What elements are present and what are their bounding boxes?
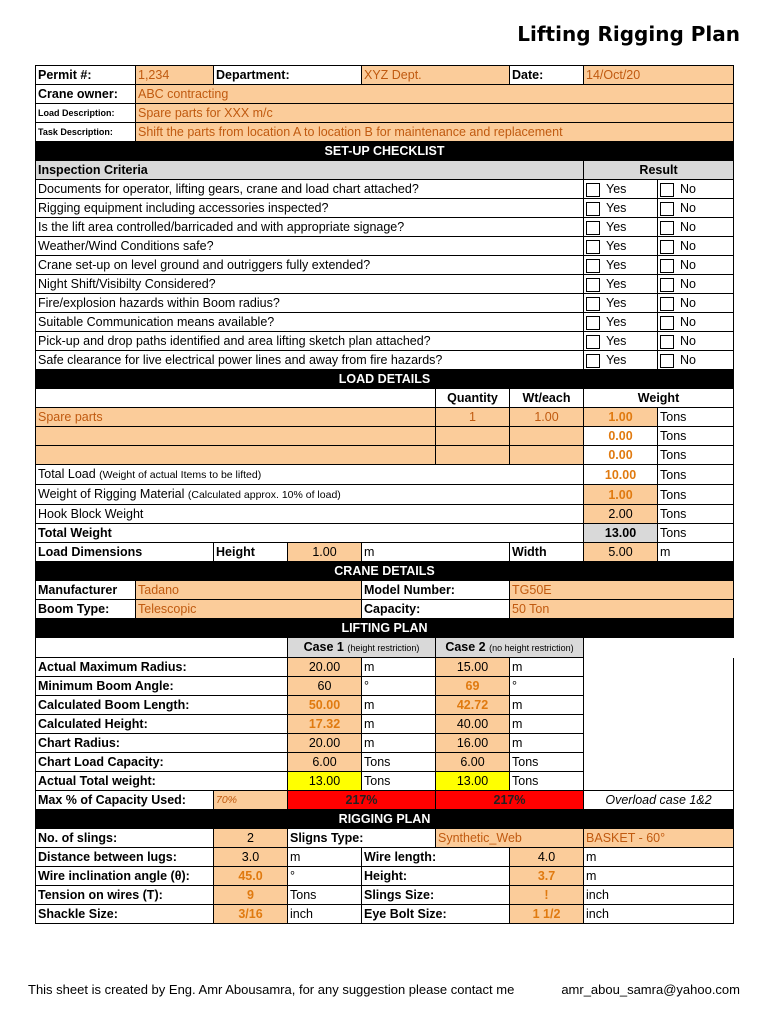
lifting-row [36,753,734,772]
case2-unit: ° [510,677,584,696]
no-label: No [680,201,696,215]
case2-unit: m [510,715,584,734]
height-unit: m [362,543,510,562]
lifting-param-label: Actual Total weight: [36,772,288,791]
no-checkbox[interactable] [660,221,674,235]
lifting-row [36,696,734,715]
no-checkbox[interactable] [660,183,674,197]
width-label: Width [510,543,584,562]
load-item-weight: 0.00 [584,446,658,465]
eye-bolt-value: 1 1/2 [510,905,584,924]
no-checkbox[interactable] [660,240,674,254]
total-weight-value: 13.00 [584,524,658,543]
rigging-plan-header: RIGGING PLAN [36,810,734,829]
checklist-criterion: Crane set-up on level ground and outriggers fully extended? [36,256,584,275]
width-unit: m [658,543,734,562]
case2-unit: m [510,696,584,715]
wire-angle-value: 45.0 [214,867,288,886]
boom-type-label: Boom Type: [36,600,136,619]
no-label: No [680,239,696,253]
case2-unit: m [510,734,584,753]
task-desc-field[interactable]: Shift the parts from location A to location B for maintenance and replacement [136,123,734,142]
max-capacity-label: Max % of Capacity Used: [36,791,214,810]
slings-count-field[interactable]: 2 [214,829,288,848]
rigging-weight-unit: Tons [658,485,734,505]
max-capacity-ref[interactable]: 70% [214,791,288,810]
case1-unit: m [362,658,436,677]
case2-unit: Tons [510,753,584,772]
yes-checkbox[interactable] [586,183,600,197]
yes-checkbox[interactable] [586,221,600,235]
load-item-qty[interactable] [436,427,510,446]
manufacturer-row [36,581,734,600]
total-load-value: 10.00 [584,465,658,485]
eye-bolt-label: Eye Bolt Size: [362,905,510,924]
yes-label: Yes [606,220,627,234]
load-row [36,408,734,427]
case2-value[interactable]: 40.00 [436,715,510,734]
load-item-weight: 1.00 [584,408,658,427]
case2-value[interactable]: 42.72 [436,696,510,715]
yes-label: Yes [606,334,627,348]
case1-value[interactable]: 13.00 [288,772,362,791]
load-desc-field[interactable]: Spare parts for XXX m/c [136,104,734,123]
case1-unit: m [362,696,436,715]
task-desc-label: Task Description: [36,123,136,142]
eye-bolt-unit: inch [584,905,734,924]
yes-checkbox[interactable] [586,297,600,311]
load-item-unit: Tons [658,446,734,465]
yes-label: Yes [606,277,627,291]
yes-label: Yes [606,296,627,310]
no-label: No [680,334,696,348]
rigging-plan-table [35,65,734,924]
no-label: No [680,353,696,367]
no-checkbox[interactable] [660,278,674,292]
lugs-row [36,848,734,867]
no-checkbox[interactable] [660,316,674,330]
case1-value[interactable]: 60 [288,677,362,696]
load-item-qty[interactable]: 1 [436,408,510,427]
yes-label: Yes [606,182,627,196]
load-desc-row [36,104,734,123]
case2-value[interactable]: 16.00 [436,734,510,753]
rigging-weight-row [36,485,734,505]
lifting-param-label: Actual Maximum Radius: [36,658,288,677]
lifting-row [36,734,734,753]
yes-checkbox[interactable] [586,335,600,349]
sling-type-label: Sligns Type: [288,829,436,848]
case2-value[interactable]: 6.00 [436,753,510,772]
wire-angle-label: Wire inclination angle (θ): [36,867,214,886]
height-field[interactable]: 1.00 [288,543,362,562]
sling-size-unit: inch [584,886,734,905]
capacity-field[interactable]: 50 Ton [510,600,734,619]
checklist-criterion: Weather/Wind Conditions safe? [36,237,584,256]
checklist-row [36,275,734,294]
checklist-criterion: Rigging equipment including accessories inspected? [36,199,584,218]
case1-label: Case 1 [303,640,344,654]
case2-note: (no height restriction) [489,643,574,653]
total-weight-row [36,524,734,543]
case1-value[interactable]: 50.00 [288,696,362,715]
footer-credit: This sheet is created by Eng. Amr Abousamra, for any suggestion please contact me [28,982,515,997]
shackle-size-label: Shackle Size: [36,905,214,924]
load-item-unit: Tons [658,408,734,427]
lifting-plan-rows [36,658,734,791]
lifting-param-label: Chart Radius: [36,734,288,753]
yes-checkbox[interactable] [586,202,600,216]
load-row [36,427,734,446]
date-field[interactable]: 14/Oct/20 [584,66,734,85]
rigging-weight-label: Weight of Rigging Material [38,487,185,501]
load-desc-label: Load Description: [36,104,136,123]
wt-each-header: Wt/each [510,389,584,408]
checklist-criterion: Pick-up and drop paths identified and area lifting sketch plan attached? [36,332,584,351]
no-checkbox[interactable] [660,297,674,311]
quantity-header: Quantity [436,389,510,408]
lifting-row [36,677,734,696]
total-load-row [36,465,734,485]
total-load-label: Total Load [38,467,96,481]
yes-label: Yes [606,201,627,215]
total-weight-unit: Tons [658,524,734,543]
checklist-row [36,237,734,256]
case2-value[interactable]: 69 [436,677,510,696]
case2-unit: m [510,658,584,677]
load-item-wt[interactable]: 1.00 [510,408,584,427]
hook-block-value[interactable]: 2.00 [584,505,658,524]
task-desc-row [36,123,734,142]
case1-unit: Tons [362,753,436,772]
permit-label: Permit #: [36,66,136,85]
load-item-name[interactable] [36,446,436,465]
checklist-row [36,256,734,275]
case1-unit: m [362,734,436,753]
lifting-param-label: Chart Load Capacity: [36,753,288,772]
result-header: Result [584,161,734,180]
manufacturer-label: Manufacturer [36,581,136,600]
yes-label: Yes [606,315,627,329]
no-label: No [680,258,696,272]
wire-length-label: Wire length: [362,848,510,867]
capacity-label: Capacity: [362,600,510,619]
date-label: Date: [510,66,584,85]
case1-value[interactable]: 6.00 [288,753,362,772]
load-item-unit: Tons [658,427,734,446]
checklist-criterion: Is the lift area controlled/barricaded and with appropriate signage? [36,218,584,237]
tension-row [36,886,734,905]
lifting-param-label: Calculated Height: [36,715,288,734]
lifting-row [36,658,734,677]
rigging-height-unit: m [584,867,734,886]
sling-type-field[interactable]: Synthetic_Web [436,829,584,848]
tension-value: 9 [214,886,288,905]
case1-value[interactable]: 20.00 [288,734,362,753]
no-checkbox[interactable] [660,259,674,273]
total-weight-label: Total Weight [36,524,584,543]
case2-value[interactable]: 15.00 [436,658,510,677]
shackle-size-value: 3/16 [214,905,288,924]
load-item-name[interactable] [36,427,436,446]
rigging-weight-note: (Calculated approx. 10% of load) [187,489,341,501]
load-dimensions-label: Load Dimensions [36,543,214,562]
wire-angle-unit: ° [288,867,362,886]
no-label: No [680,220,696,234]
checklist-row [36,294,734,313]
permit-row [36,66,734,85]
case2-capacity-used: 217% [436,791,584,810]
lifting-row [36,715,734,734]
yes-label: Yes [606,353,627,367]
yes-label: Yes [606,239,627,253]
slings-row [36,829,734,848]
rigging-height-label: Height: [362,867,510,886]
rigging-weight-value[interactable]: 1.00 [584,485,658,505]
no-label: No [680,296,696,310]
weight-header: Weight [584,389,734,408]
case2-unit: Tons [510,772,584,791]
crane-owner-field[interactable]: ABC contracting [136,85,734,104]
case1-unit: ° [362,677,436,696]
case1-value[interactable]: 20.00 [288,658,362,677]
case1-note: (height restriction) [347,643,420,653]
wire-length-unit: m [584,848,734,867]
department-field[interactable]: XYZ Dept. [362,66,510,85]
checklist-criterion: Documents for operator, lifting gears, crane and load chart attached? [36,180,584,199]
sling-mode-field[interactable]: BASKET - 60° [584,829,734,848]
hook-block-unit: Tons [658,505,734,524]
load-header-row [36,389,734,408]
load-item-wt[interactable] [510,427,584,446]
setup-checklist-header: SET-UP CHECKLIST [36,142,734,161]
shackle-row [36,905,734,924]
department-label: Department: [214,66,362,85]
hook-block-row [36,505,734,524]
yes-checkbox[interactable] [586,354,600,368]
slings-count-label: No. of slings: [36,829,214,848]
boom-row [36,600,734,619]
crane-owner-label: Crane owner: [36,85,136,104]
lifting-row [36,772,734,791]
case2-label: Case 2 [445,640,486,654]
no-label: No [680,182,696,196]
load-details-header: LOAD DETAILS [36,370,734,389]
no-checkbox[interactable] [660,202,674,216]
rigging-plan-sheet [35,65,733,924]
checklist-criterion: Night Shift/Visibilty Considered? [36,275,584,294]
lugs-distance-field[interactable]: 3.0 [214,848,288,867]
no-label: No [680,277,696,291]
yes-checkbox[interactable] [586,259,600,273]
yes-label: Yes [606,258,627,272]
footer-email: amr_abou_samra@yahoo.com [561,982,740,997]
lifting-plan-header: LIFTING PLAN [36,619,734,638]
load-row [36,446,734,465]
load-item-name[interactable]: Spare parts [36,408,436,427]
checklist-items [36,180,734,370]
case2-value[interactable]: 13.00 [436,772,510,791]
model-label: Model Number: [362,581,510,600]
yes-checkbox[interactable] [586,278,600,292]
total-load-unit: Tons [658,465,734,485]
rigging-height-value: 3.7 [510,867,584,886]
manufacturer-field[interactable]: Tadano [136,581,362,600]
angle-row [36,867,734,886]
tension-unit: Tons [288,886,362,905]
load-item-weight: 0.00 [584,427,658,446]
tension-label: Tension on wires (T): [36,886,214,905]
permit-field[interactable]: 1,234 [136,66,214,85]
checklist-row [36,332,734,351]
lifting-param-label: Minimum Boom Angle: [36,677,288,696]
wire-length-field[interactable]: 4.0 [510,848,584,867]
crane-owner-row [36,85,734,104]
shackle-size-unit: inch [288,905,362,924]
max-capacity-row [36,791,734,810]
boom-type-field[interactable]: Telescopic [136,600,362,619]
lugs-distance-label: Distance between lugs: [36,848,214,867]
lifting-param-label: Calculated Boom Length: [36,696,288,715]
checklist-row [36,351,734,370]
load-item-wt[interactable] [510,446,584,465]
checklist-row [36,180,734,199]
load-item-qty[interactable] [436,446,510,465]
yes-checkbox[interactable] [586,316,600,330]
height-label: Height [214,543,288,562]
case1-unit: m [362,715,436,734]
no-checkbox[interactable] [660,335,674,349]
yes-checkbox[interactable] [586,240,600,254]
page-title: Lifting Rigging Plan [517,22,740,46]
width-field[interactable]: 5.00 [584,543,658,562]
sling-size-label: Slings Size: [362,886,510,905]
hook-block-label: Hook Block Weight [36,505,584,524]
model-field[interactable]: TG50E [510,581,734,600]
no-checkbox[interactable] [660,354,674,368]
overload-note: Overload case 1&2 [584,791,734,810]
checklist-criterion: Suitable Communication means available? [36,313,584,332]
checklist-header-row [36,161,734,180]
no-label: No [680,315,696,329]
checklist-criterion: Safe clearance for live electrical power lines and away from fire hazards? [36,351,584,370]
case1-value[interactable]: 17.32 [288,715,362,734]
checklist-criterion: Fire/explosion hazards within Boom radius? [36,294,584,313]
total-load-note: (Weight of actual Items to be lifted) [99,469,262,481]
case1-capacity-used: 217% [288,791,436,810]
checklist-row [36,313,734,332]
lugs-distance-unit: m [288,848,362,867]
checklist-row [36,218,734,237]
load-dimensions-row [36,543,734,562]
crane-details-header: CRANE DETAILS [36,562,734,581]
sling-size-value: ! [510,886,584,905]
criteria-header: Inspection Criteria [36,161,584,180]
checklist-row [36,199,734,218]
case-header-row [36,638,734,658]
case1-unit: Tons [362,772,436,791]
